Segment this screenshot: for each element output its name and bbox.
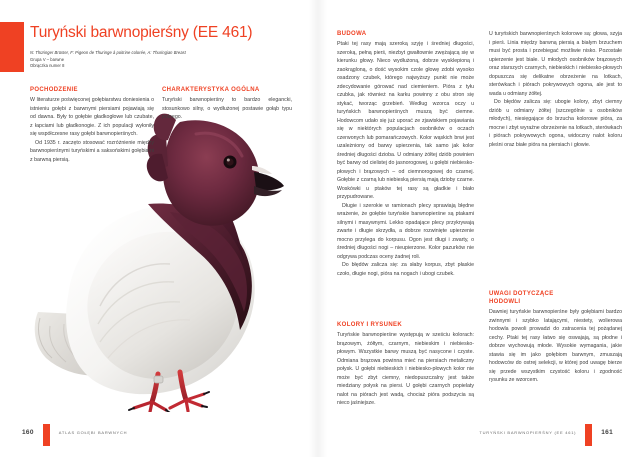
kolory-paragraph-1-continued: U turyńskich barwnopierśnych kolorowe są: głowa, szyja i pierś. Linia między barwną piersią a białym brzuchem musi być prosta i przebiegać możliwie nisko. Pozostałe upierzenie jest białe. U młodych osobników brązowych oraz starszych czarnych, niebieskich i niebiesko-płowych dopuszcza się delikatne obrzeżenie na lotkach, sterówkach i piórach pokrywowych ogona, ale jest to wada u odmiany żółtej. xyxy=(489,31,622,97)
accent-block xyxy=(0,22,24,72)
kolory-paragraph-1: Turyńskie barwnopierśne występują w sześciu kolorach: brązowym, żółtym, czarnym, niebieskim i niebiesko-płowym. Wszystkie barwy muszą być nasycone i czyste. Odmiana brązowa powinna mieć na piersiach metaliczny połysk. U gołębi niebieskich i niebiesko-płowych kolor nie może być zbyt ciemny, niedopuszczalny jest także miedziany połysk na piersi. U gołębi czarnych popielaty nalot na piórach jest wadą, chociaż pióra podszycia są nieco jaśniejsze. xyxy=(337,332,474,407)
footer-label-left: ATLAS GOŁĘBI BARWNYCH xyxy=(58,429,128,435)
right-page xyxy=(318,0,635,457)
footer-bar-right xyxy=(585,424,592,446)
section-pochodzenie xyxy=(30,86,154,164)
subtitle-line-1: N: Thüringer Brüster, F: Pigeon de Thuringe à poitrine colorée, A: Thuringian Breast xyxy=(30,50,186,55)
kolory-paragraph-3: Do błędów zalicza się: ubogie kolory, zbyt ciemny dziób u odmiany żółtej (szczególnie u osobników młodych), niesięgające do brzucha kolorowe pióra, za mocne i zbyt wyraźne obrzeżenie na lotkach, sterówkach i piórach pokrywowych ogona, widoczny nalot koloru pleśni oraz białe pióra na piersiach i głowie. xyxy=(489,99,622,148)
section-kolory xyxy=(337,321,474,408)
breed-name-variants xyxy=(30,50,280,70)
page-title: Turyński barwnopierśny (EE 461) xyxy=(30,24,253,41)
subtitle-line-3: Obrączka numer 8 xyxy=(30,63,65,69)
footer-label-right: TURYŃSKI BARWNOPIERŚNY (EE 461) xyxy=(479,429,577,435)
budowa-paragraph-3: Do błędów zalicza się: za słaby korpus, zbyt płaskie czoło, długie nogi, pióra na nogach i ubogi czubek. xyxy=(337,262,474,277)
section-heading-uwagi xyxy=(489,291,622,306)
section-uwagi xyxy=(489,291,622,385)
subtitle-line-2: Grupa V – barwne xyxy=(30,56,65,62)
section-heading-pochodzenie: POCHODZENIE xyxy=(30,87,78,93)
budowa-paragraph-2: Długie i szerokie w ramionach plecy sprawiają błędne wrażenie, że gołębie turyńskie barwnopierśne są ptakami silnymi i masywnymi. Lekko opadające plecy przykrywają zwarte i długie skrzydła, a dobrze rozwinięte upierzenie mocno przylega do korpusu. Ogon jest długi i zwarty, o średniej długości nogi – nieupierzone. Kolor pazurków nie odgrywa podczas oceny żadnej roli. xyxy=(337,202,474,260)
section-heading-charakterystyka: CHARAKTERYSTYKA OGÓLNA xyxy=(162,87,260,93)
footer-right xyxy=(479,421,613,443)
page-number-left: 160 xyxy=(22,428,34,436)
charakterystyka-paragraph-1: Turyński barwnopierśny to bardzo elegancki, stosunkowo silny, o wydłużonej postawie gołąb typu polnego. xyxy=(162,97,292,121)
footer-bar-left xyxy=(43,424,50,446)
page-number-right: 161 xyxy=(601,428,613,436)
pochodzenie-paragraph-1: W literaturze poświęconej gołębiarstwu doniesienia o istnieniu gołębi z barwnymi piersiami pojawiają się od dawna. Były to gołębie gładkogłowe lub czubate, z łapciami lub gładkonogie. Z ich populacji wyłoniły się współczesne rasy gołębi barwnopierśnych. xyxy=(30,97,154,138)
section-kolory-continued xyxy=(489,30,622,149)
section-heading-kolory: KOLORY I RYSUNEK xyxy=(337,322,403,328)
section-heading-budowa: BUDOWA xyxy=(337,31,367,37)
uwagi-heading-line-1: UWAGI DOTYCZĄCE xyxy=(489,291,554,297)
budowa-paragraph-1: Ptaki tej rasy mają szeroką szyję i średniej długości, szeroką, pełną pierś, niezbyt gwałtownie zwężającą się w kierunku głowy. Nieco wydłużoną, dobrze wysklepioną i zaokrągloną, o dość wysokim czole głowę zdobi wysoko osadzony czubek, którego najwyższy punkt nie może zdecydowanie górować nad ciemieniem. Pióra z tyłu czubka, jak również na karku powinny z obu stron się stykać, tworząc grzebień. Według wzorca oczy u turyńskich barwnopierśnych muszą być ciemne. Hodowcom udało się już uporać ze zjawiskiem pojawiania się w niektórych populacjach osobników o oczach czerwonych lub pomarańczowych. Kolor wąskich brwi jest uzależniony od barwy upierzenia, tak samo jak kolor średniej długości dzioba. U odmiany żółtej dziób powinien być barwy od cielistej do jasnorogowej, u gołębi niebiesko-płowych i brązowych – od ciemnorogowej do czarnej. Gołębie z czarną lub niebieską piersią mają dzioby czarne. Woskówki u ptaków tej rasy są gładkie i biało przypudrowane. xyxy=(337,41,474,201)
uwagi-heading-line-2: HODOWLI xyxy=(489,298,521,305)
footer-left xyxy=(22,421,127,443)
section-charakterystyka xyxy=(162,86,292,122)
section-budowa xyxy=(337,30,474,278)
pochodzenie-paragraph-2: Od 1935 r. zaczęto stosować rozróżnienie między barwnopierśnymi turyńskimi a saksońskimi gołębiami z barwną piersią. xyxy=(30,139,154,163)
uwagi-paragraph-1: Dawniej turyńskie barwnopierśne były gołębiami bardzo zwinnymi i szybko latającymi, niestety, wolierowa hodowla powoli prowadzi do zatracenia tej pożądanej cechy. Ptaki tej rasy łatwo się oswajają, są płodne i dobrze wychowują młode. Wysokie wymagania, jakie stawia się im jako gołębiom barwnym, zmuszają hodowców do ostrej selekcji, w której pod uwagę bierze się przede wszystkim czystość koloru i zgodność rysunku ze wzorcem. xyxy=(489,309,622,383)
